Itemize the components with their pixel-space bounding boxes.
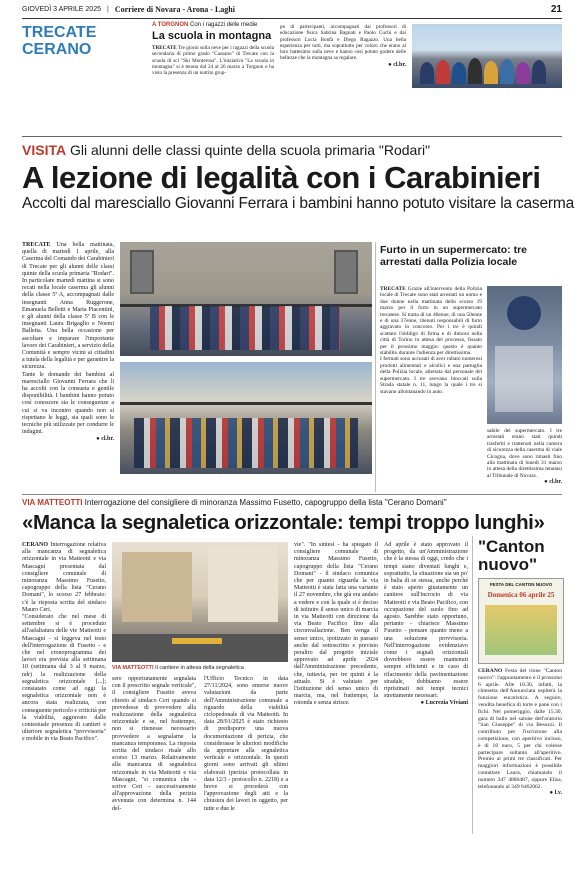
canton-poster-date: Domenica 06 aprile 25 — [487, 591, 555, 599]
canton-body-text: Festa del rione "Canton nuovo": l'appuntamento è il prossimo 6 aprile. Alle 10.30, infatti, la chiesetta dell'Annunciata ospiterà la funzione eucaristica. A seguire, vendita benefica di torte e pane con i fichi. Nel pomeriggio, dalle 15.30, gara di ballo nel salone dell'oratorio "San Giuseppe" di via Besozzi. Il contributo per l'iscrizione alla competizione, con aperitivo incluso, è di 10 euro, 5 per chi volesse partecipare soltanto all'aperitivo. Premio ai primi tre classificati. Per maggiori informazioni è possibile contattare Laura, chiamando il numero 347 4886487, oppure Elisa, telefonando al 349 6462062. — [478, 668, 562, 790]
header-date: GIOVEDÌ 3 APRILE 2025 — [22, 5, 101, 13]
top-story-lead: TRECATE — [152, 45, 177, 51]
main-body — [22, 242, 114, 444]
bottom-col4-text: vie". "In sintesi - ha spiegato il consigliere comunale di minoranza Massimo Fusetto, capogruppo della lista "Cerano Domani" - il sindaco comunica che per quanto riguarda la via Matteotti è stata fatta una variante il 27 novembre, che già era andato a vedere e con la quale si è deciso di istituire il senso unico di marcia in via Matteotti con direzione da via Beato Pacifico fino alla circonvallazione. Ben venga il senso unico, ipotizzato in passato anche dal sottoscritto e previsto peraltro dal progetto iniziale approvato ad aprile 2024 dall'Amministrazione precedente, che, tuttavia, per tre quinti è la attuale. Si è valutato per l'istituzione del senso unico di marcia, ma, nel frattempo, la rotonda e senza strisce. — [294, 542, 378, 707]
canton-poster — [478, 578, 564, 664]
page-number: 21 — [550, 3, 562, 15]
main-body-text2: Tante le domande dei bambini al maresciallo Giovanni Ferrara che li ha accolti con la consueta e gentile disponibilità. I bambini hanno potuto così conoscere sia le conseguenze a cui si va incontro quando non si rispettano le leggi, sia quali sono le tecniche più utilizzate per condurre le indagini. — [22, 371, 114, 436]
top-story-col2-wrap — [280, 24, 406, 68]
main-lead: TRECATE — [22, 242, 51, 248]
top-story-title: La scuola in montagna — [152, 30, 272, 42]
bottom-kicker-label: VIA MATTEOTTI — [22, 498, 83, 507]
main-kicker-text: Gli alunni delle classi quinte della scuola primaria "Rodari" — [69, 142, 431, 158]
canton-headline: "Canton nuovo" — [478, 537, 545, 574]
main-photo-1 — [120, 242, 372, 356]
bottom-col1-text2: "Considerato che nel mese di settembre si è proceduto all'asfaltatura delle vie Matteotti e Mascagni - si leggeva nel testo dell'interrogazione di Fusetto - e che nel cronoprogramma dei lavori era prevista alla settimana 10 (settimana dal 3 al 9 marzo, ndr) la realizzazione della segnaletica orizzontale [...]; constatato come ad oggi la segnaletica orizzontale non è ancora stata realizzata, con conseguente pericolo e criticità per la viabilità, aggravato dalle contestuale presenza di cantieri e ulteriore segnaletica "provvisoria" e mobile in via Beato Pacifico". — [22, 614, 106, 743]
side-col2-text: sabile del supermercato. I tre arrestati erano stati quindi trasferiti e trattenuti nella camera di sicurezza della caserma di viale Cicogna, dove sono rimasti fino alla mattinata di lunedì 31 marzo in attesa della direttissima tenutasi al Tribunale di Novara. — [487, 428, 562, 479]
main-kicker — [22, 142, 430, 158]
bottom-kicker-text: Interrogazione del consigliere di minoranza Massimo Fusetto, capogruppo della lista "Cerano Domani" — [84, 498, 447, 507]
top-story-col1: Tre giorni sulla neve per i ragazzi della scuola secondaria di primo grado "Cassano" di Trecate con la scuola di sci "Ski Monterosa". L'iniziativa "La scuola in montagna" si è tenuta dal 24 al 26 marzo a Torgnon e ha visto la presenza di un nutrito grup- — [152, 45, 275, 77]
bottom-headline: «Manca la segnaletica orizzontale: tempi troppo lunghi» — [22, 511, 545, 534]
section-line1: TRECATE — [22, 24, 97, 41]
section-label — [22, 24, 117, 76]
bottom-caption-label: VIA MATTEOTTI — [112, 665, 154, 671]
bottom-kicker — [22, 498, 562, 507]
top-story-photo — [412, 24, 562, 88]
top-story-signature: ● cl.br. — [388, 61, 406, 68]
page-header: GIOVEDÌ 3 APRILE 2025 | Corriere di Novara - Arona - Laghi 21 — [22, 0, 562, 19]
bottom-col4 — [294, 542, 378, 708]
top-story-place: A TORGNON — [152, 22, 189, 28]
side-body-text2: I fermati sono accusati di aver rubato numerosi prodotti alimentari e alcolici e una pattuglia della Polizia locale, allertata dal personale del supermercato. I tre avevano bloccati sulla Strada statale n. 11, lungo la quale i tre si stavano allontanando in auto. — [380, 356, 482, 395]
bottom-col2-text: sere opportunamente segnalata con il prescritto segnale verticale", il consigliere Fusetto aveva chiesto al sindaco Ceri quando si prevedesse di provvedere alla realizzazione della segnaletica orizzontale e se, nel frattempo, non si ritenesse necessario provvedere a segnalarne la mancanza temporanea. La risposta scritta del sindaco risale allo scorso 13 marzo. Relativamente alla mancanza di segnaletica orizzontale in via Matteotti e via Mascagni, "si comunica che - scrive Ceri - successivamente all'approvazione della perizia avvenuta con determina n. 144 del- — [112, 676, 196, 812]
canton-poster-title: FESTA DEL CANTON NUOVO — [489, 582, 553, 587]
bottom-caption — [112, 665, 288, 671]
bottom-col1-text: Interrogazione relativa alla mancanza di segnaletica orizzontale in via Matteotti e via Mascagni presentata dal consigliere comunale di minoranza Massimo Fusetto, capogruppo della lista "Cerano Domani", lo scorso 27 febbraio: c'è la risposta scritta del sindaco Mauro Ceri. — [22, 542, 107, 613]
bottom-col1 — [22, 542, 106, 744]
main-headline: A lezione di legalità con i Carabinieri — [22, 160, 541, 195]
header-paper-name: Corriere di Novara - Arona - Laghi — [114, 4, 235, 14]
bottom-caption-text: Il cantiere in attesa della segnaletica — [155, 665, 244, 671]
main-signature: ● cl.br. — [96, 436, 114, 443]
bottom-col3 — [204, 676, 288, 813]
side-body — [380, 286, 482, 395]
side-lead: TRECATE — [380, 286, 406, 292]
main-body-text: Una bella mattinata, quella di martedì 1 aprile, alla Caserma del Comando dei Carabinieri di Trecate per gli alunni delle classi quinte della scuola primaria "Rodari". In particolare martedì mattina si sono recati nella locale caserma gli alunni della classe 5ª A, accompagnati dalle insegnanti Anna Ruggerone, Emanuela Belletti e Marta Piacentini, e gli alunni della classe 5ª B con le insegnanti Laura Brigaglio e Noemi Balletta. Una bella occasione per ascoltare e imparare l'importante lavoro dei Carabinieri, a servizio della Comunità e sempre vicini ai cittadini a tutela della legalità e per garantire la sicurezza. — [22, 242, 114, 371]
canton-signature: ● l.v. — [549, 790, 562, 797]
top-story — [152, 22, 274, 76]
canton-lead: CERANO — [478, 668, 503, 674]
main-photo-2 — [120, 362, 372, 474]
bottom-lead: CERANO — [22, 542, 49, 548]
top-story-col2: po di partecipanti, accompagnati dai professori di educazione fisica Sabrina Bagnati e Paolo Cuchi e dai professori Lucia Bonfà e Diego Ragazzo. Una bella esperienza per tutti, ma soprattutto per coloro che erano al loro battesimo sulla neve e hanno così potuto godere delle bellezze che la montagna sa regalare. — [280, 24, 406, 62]
section-line2: CERANO — [22, 41, 92, 58]
side-photo — [487, 286, 562, 424]
bottom-col3-text: l'Ufficio Tecnico in data 27/11/2024, sono emerse nuove valutazioni da parte dell'Amministrazione comunale a riguardo della viabilità ciclopedonale di via Matteotti. In data 28/01/2025 è stato richiesto di predisporre una nuova documentazione di perizia, che considerasse le ulteriori modifiche da apportare alla segnaletica verticale e orizzontale. In questi giorni sono arrivati gli ultimi elaborati (perizia protocollata in data 12/3 - protocollo n. 2218) e a breve si procederà con l'approvazione degli atti e la chiusura dei lavori in oggetto, per tutte e due le — [204, 676, 288, 812]
bottom-col5-text: Ad aprile è stato approvato il progetto, da un'Amministrazione che è la stessa di oggi, credo che i tempi siano diventati lunghi e, soprattutto, la situazione sia un po' in balia di se stessa, anche perché è stato aperto giustamente un cantiere sull'incrocio di via Matteotti e via Beato Pacifico, con occupazione del suolo fino ad agosto. Sarebbe stato opportuno, pertanto - chiarisce Massimo Fusetto - pensare quanto meno a una soluzione provvisoria. Nell'interrogazione evidenziavo come i segnali orizzontali dovrebbero essere mantenuti sempre efficienti e in caso di rifacimento della pavimentazione stradale, dobbiamo essere ripristinati nei tempi tecnici strettamente necessari. — [384, 542, 468, 700]
side-col2 — [487, 428, 562, 486]
side-signature: ● cl.br. — [544, 479, 562, 486]
side-body-text: Grazie all'intervento della Polizia locale di Trecate sono stati arrestati un uomo e due donne nella mattinata dello scorso 19 marzo per il furto in un supermercato trecatese. Si tratta di un 46enne, di una 50enne e di una 37enne, ritenuti responsabili di furto aggravato in concorso. Per i tre è quindi scattato l'obbligo di firma e di dimora nella città di Torino in attesa del processo, fissato per il prossimo maggio: questo è quanto stabilito durante l'udienza per direttissima. — [380, 286, 482, 357]
bottom-col2 — [112, 676, 196, 813]
main-kicker-label: VISITA — [22, 142, 67, 158]
bottom-col5 — [384, 542, 468, 708]
canton-body — [478, 668, 562, 797]
bottom-photo — [112, 542, 288, 662]
top-story-kicker: Con i ragazzi delle medie — [190, 22, 258, 28]
main-subhead: Accolti dal maresciallo Giovanni Ferrara i bambini hanno potuto visitare la caserma — [22, 195, 574, 212]
bottom-signature: ● Lucrezia Viviani — [420, 700, 468, 707]
side-headline: Furto in un supermercato: tre arrestati dalla Polizia locale — [380, 244, 528, 268]
